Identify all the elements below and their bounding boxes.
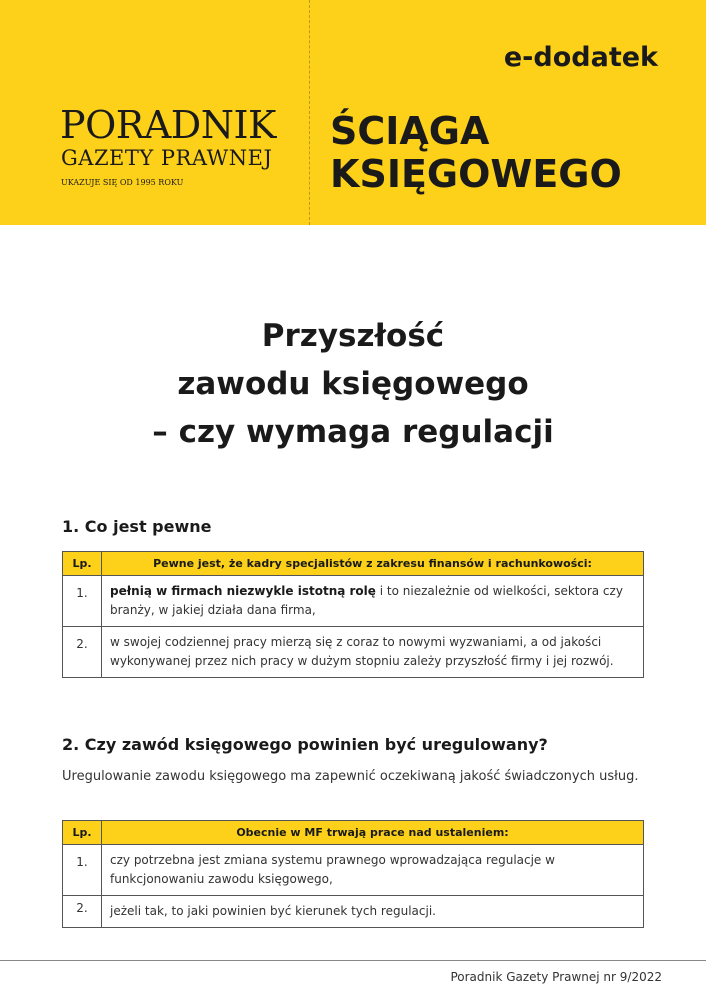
- row-text: [102, 576, 644, 627]
- row-plain-text: i to niezależnie od wielkości, sektora czy branży, w jakiej działa dana firma,: [110, 584, 623, 617]
- section2-table: [62, 820, 644, 928]
- col-lp-header: Lp.: [63, 552, 102, 576]
- brand-line-2: KSIĘGOWEGO: [330, 152, 622, 196]
- row-number: 1.: [63, 845, 102, 896]
- table-header-row: [63, 552, 644, 576]
- row-bold-text: pełnią w firmach niezwykle istotną rolę: [110, 584, 376, 598]
- title-line-2: zawodu księgowego: [177, 366, 529, 402]
- section2-paragraph: Uregulowanie zawodu księgowego ma zapewnić oczekiwaną jakość świadczonych usług.: [62, 769, 639, 784]
- table-header-row: [63, 821, 644, 845]
- col-lp-header: Lp.: [63, 821, 102, 845]
- row-number: 1.: [63, 576, 102, 627]
- footer-text: Poradnik Gazety Prawnej nr 9/2022: [450, 970, 662, 984]
- logo-subtitle: GAZETY PRAWNEJ: [61, 146, 273, 170]
- title-line-3: – czy wymaga regulacji: [152, 414, 554, 450]
- section1-heading: 1. Co jest pewne: [62, 517, 212, 536]
- footer-divider: [0, 960, 706, 961]
- row-text: jeżeli tak, to jaki powinien być kierunek tych regulacji.: [102, 896, 644, 928]
- title-line-1: Przyszłość: [261, 318, 445, 354]
- page-title: [60, 312, 646, 456]
- table-row: [63, 845, 644, 896]
- col-header: Obecnie w MF trwają prace nad ustaleniem:: [102, 821, 644, 845]
- row-number: 2.: [63, 896, 102, 928]
- table-row: [63, 896, 644, 928]
- edodatek-label: e-dodatek: [503, 42, 658, 73]
- logo-title: PORADNIK: [60, 103, 276, 147]
- col-header: Pewne jest, że kadry specjalistów z zakresu finansów i rachunkowości:: [102, 552, 644, 576]
- section1-table: [62, 551, 644, 678]
- row-text: czy potrzebna jest zmiana systemu prawnego wprowadzająca regulacje w funkcjonowaniu zawodu księgowego,: [102, 845, 644, 896]
- table-row: [63, 627, 644, 678]
- logo-tagline: UKAZUJE SIĘ OD 1995 ROKU: [61, 178, 184, 187]
- section2-heading: 2. Czy zawód księgowego powinien być uregulowany?: [62, 735, 548, 754]
- row-number: 2.: [63, 627, 102, 678]
- row-text: w swojej codziennej pracy mierzą się z coraz to nowymi wyzwaniami, a od jakości wykonywanej przez nich pracy w dużym stopniu zależy przyszłość firmy i jej rozwój.: [102, 627, 644, 678]
- header-divider: [309, 0, 310, 225]
- table-row: [63, 576, 644, 627]
- brand-line-1: ŚCIĄGA: [330, 109, 490, 153]
